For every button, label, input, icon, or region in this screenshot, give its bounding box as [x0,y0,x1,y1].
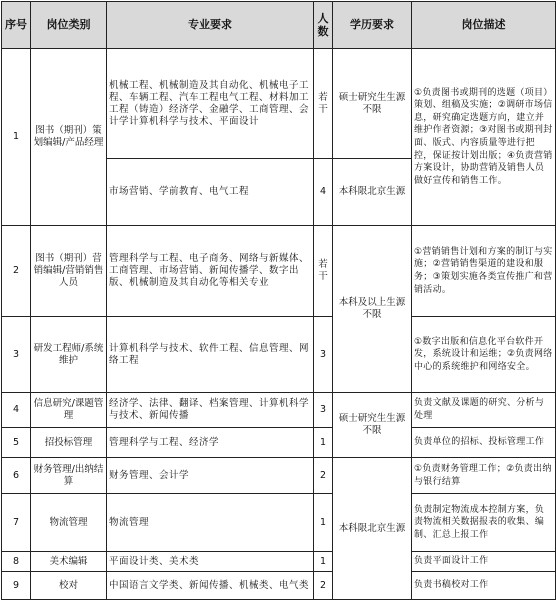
row-count: 2 [314,458,333,494]
row-no: 9 [2,572,31,600]
row-count: 2 [314,572,333,600]
row-category: 校对 [31,572,107,600]
row-no: 1 [2,49,31,226]
row-no: 5 [2,428,31,458]
row-description: 负责文献及课题的研究、分析与处理 [412,393,556,428]
table-row [2,393,556,428]
table-row [2,494,556,552]
row-description: ①营销销售计划和方案的制订与实施；②营销销售渠道的建设和服务；③策划实施各类宣传推广和营销活动。 [412,226,556,317]
row-education: 本科限北京生源 [333,159,412,226]
row-education-merged: 本科限北京生源 [333,458,412,600]
row-count: 1 [314,494,333,552]
header-no: 序号 [2,2,31,49]
row-category: 招投标管理 [31,428,107,458]
row-description: 负责平面设计工作 [412,552,556,572]
row-category: 物流管理 [31,494,107,552]
row-no: 4 [2,393,31,428]
table-row [2,458,556,494]
header-description: 岗位描述 [412,2,556,49]
row-count: 1 [314,552,333,572]
row-major: 平面设计类、美术类 [107,552,314,572]
row-count: 若干 [314,226,333,317]
row-category: 图书（期刊）策划编辑/产品经理 [31,49,107,226]
row-category: 美术编辑 [31,552,107,572]
row-description: 负责单位的招标、投标管理工作 [412,428,556,458]
row-major: 经济学、法律、翻译、档案管理、计算机科学与技术、新闻传播 [107,393,314,428]
header-major: 专业要求 [107,2,314,49]
row-major: 管理科学与工程、经济学 [107,428,314,458]
row-no: 8 [2,552,31,572]
row-major: 物流管理 [107,494,314,552]
table-row [2,572,556,600]
row-no: 7 [2,494,31,552]
row-description: 负责书稿校对工作 [412,572,556,600]
row-education: 硕士研究生生源不限 [333,49,412,159]
row-count: 1 [314,428,333,458]
row-major: 财务管理、会计学 [107,458,314,494]
row-major: 管理科学与工程、电子商务、网络与新媒体、工商管理、市场营销、新闻传播学、数字出版、机械制造及其自动化等相关专业 [107,226,314,317]
row-major: 市场营销、学前教育、电气工程 [107,159,314,226]
row-education-merged: 本科及以上生源不限 [333,226,412,393]
row-count: 4 [314,159,333,226]
header-count: 人数 [314,2,333,49]
row-description: ①数字出版和信息化平台软件开发，系统设计和运维；②负责网络中心的系统维护和网络安全。 [412,317,556,393]
recruitment-table [1,1,556,600]
table-row [2,49,556,159]
table-row [2,317,556,393]
row-category: 财务管理/出纳结算 [31,458,107,494]
row-category: 研发工程师/系统维护 [31,317,107,393]
row-category: 信息研究/课题管理 [31,393,107,428]
row-description: ①负责财务管理工作；②负责出纳与银行结算 [412,458,556,494]
row-major: 中国语言文学类、新闻传播、机械类、电气类 [107,572,314,600]
recruitment-table-container [1,1,555,610]
row-no: 2 [2,226,31,317]
row-description: ①负责图书或期刊的选题（项目）策划、组稿及实施；②调研市场信息，研究确定选题方向，建立并维护作者资源；③对图书或期刊封面、版式、内容质量等进行把控，保证按计划出版；④负责营销方案设计，协助营销及销售人员做好宣传和销售工作。 [412,49,556,226]
table-row [2,226,556,317]
row-count: 3 [314,317,333,393]
row-no: 3 [2,317,31,393]
header-category: 岗位类别 [31,2,107,49]
table-row [2,552,556,572]
table-row [2,428,556,458]
row-category: 图书（期刊）营销编辑/营销销售人员 [31,226,107,317]
header-row [2,2,556,49]
row-major: 机械工程、机械制造及其自动化、机械电子工程、车辆工程、汽车工程电气工程、材料加工工程（铸造）经济学、金融学、工商管理、会计学计算机科学与技术、平面设计 [107,49,314,159]
row-count: 若干 [314,49,333,159]
row-description: 负责制定物流成本控制方案，负责物流相关数据报表的收集、编制、汇总上报工作 [412,494,556,552]
row-count: 3 [314,393,333,428]
row-no: 6 [2,458,31,494]
row-major: 计算机科学与技术、软件工程、信息管理、网络工程 [107,317,314,393]
row-education-merged: 硕士研究生生源不限 [333,393,412,458]
header-education: 学历要求 [333,2,412,49]
